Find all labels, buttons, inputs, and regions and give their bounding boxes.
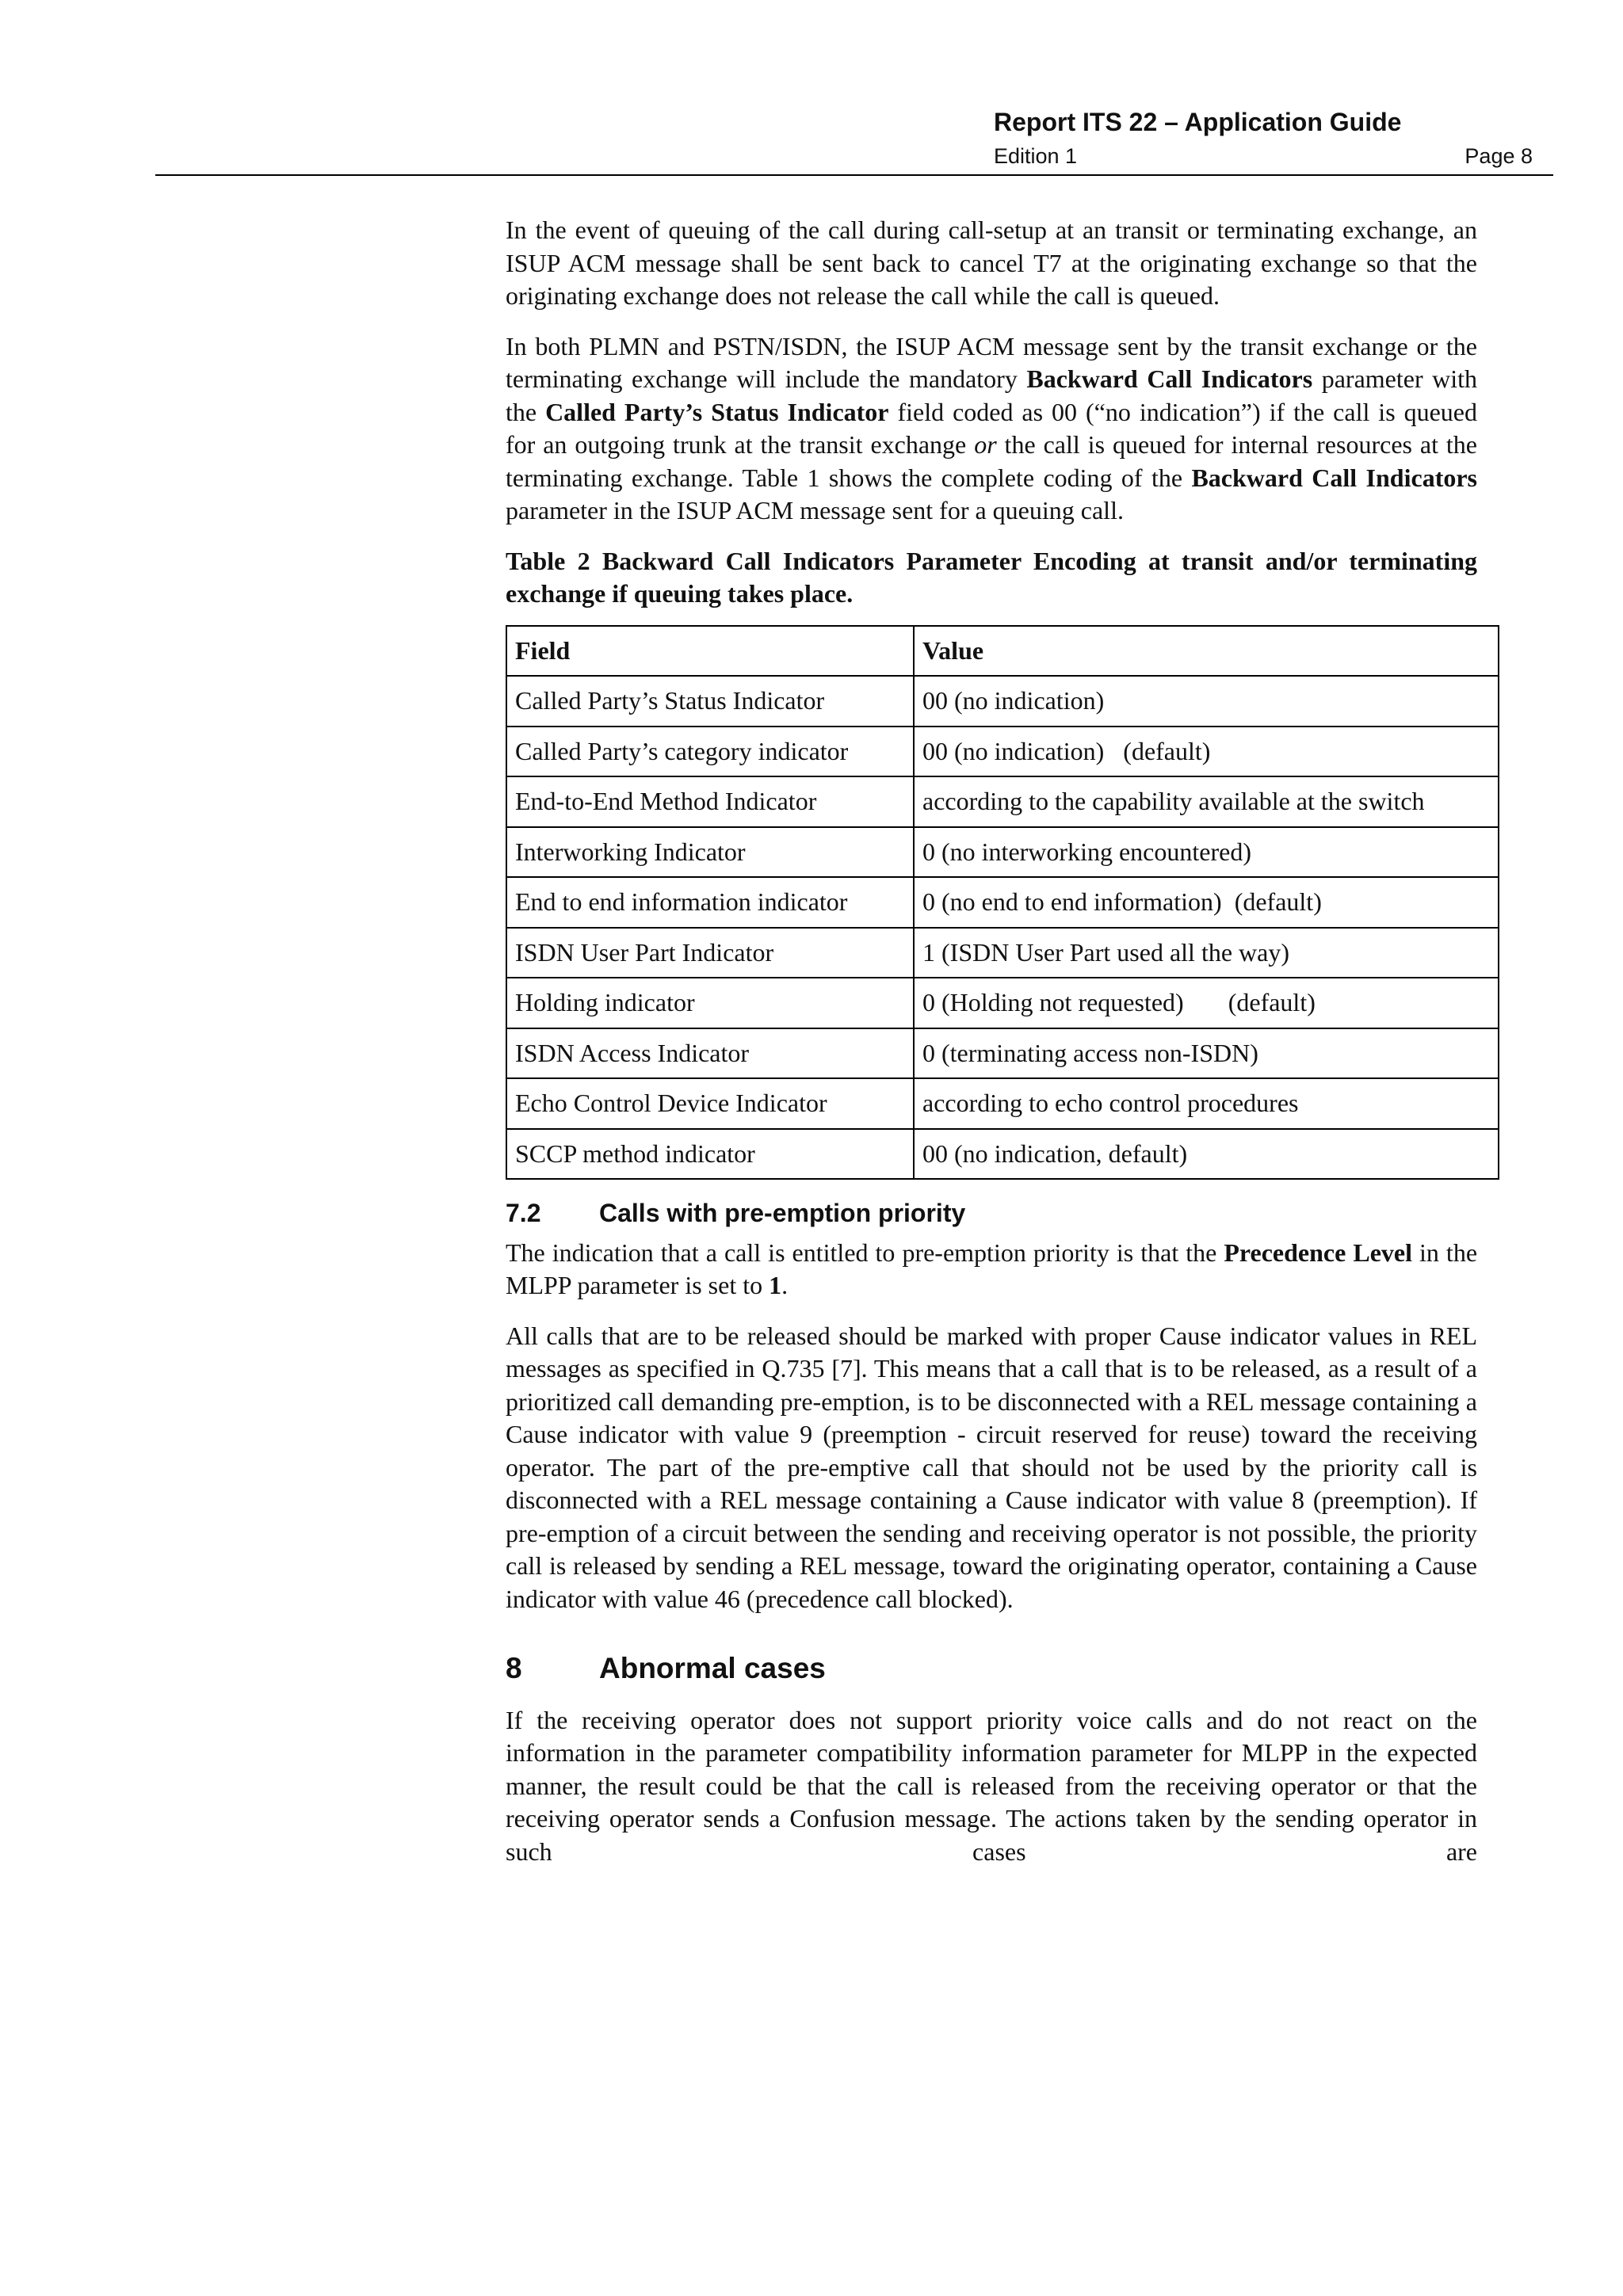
section-title: Calls with pre-emption priority (599, 1199, 966, 1227)
value-cell: 0 (no end to end information) (default) (914, 877, 1499, 928)
table-header-row (506, 626, 1499, 677)
field-cell: End to end information indicator (506, 877, 914, 928)
table-row (506, 1078, 1499, 1129)
value-cell: 0 (Holding not requested) (default) (914, 978, 1499, 1028)
text-run: parameter with the (506, 364, 1478, 426)
queuing-paragraph: In the event of queuing of the call during call-setup at an transit or terminating exchange, an ISUP ACM message shall be sent back to cancel T7 at the originating exchange so that the originating exchange does not release the call while the call is queued. (506, 215, 1477, 310)
field-cell: Called Party’s Status Indicator (506, 676, 914, 727)
field-cell: SCCP method indicator (506, 1129, 914, 1180)
table-row (506, 1028, 1499, 1079)
page-number: Page 8 (1465, 144, 1533, 168)
document-body (506, 214, 1477, 1886)
table-row (506, 1129, 1499, 1180)
table-row (506, 776, 1499, 827)
table-caption: Table 2 Backward Call Indicators Parameter Encoding at transit and/or terminating exchange if queuing takes place. (506, 546, 1477, 608)
section-7-2-heading (506, 1197, 1477, 1230)
text-run: the call is queued for internal resources at the terminating exchange. Table 1 shows the complete coding of the (506, 430, 1478, 492)
abnormal-paragraph: If the receiving operator does not support priority voice calls and do not react on the information in the parameter compatibility information parameter for MLPP in the expected manner, the result could be that the call is released from the receiving operator or that the receiving operator sends a Confusion message. The actions taken by the sending operator in such cases are (506, 1705, 1477, 1866)
section-8-heading (506, 1652, 1477, 1685)
column-header-field: Field (506, 626, 914, 677)
column-header-value: Value (914, 626, 1499, 677)
bold-term: Called Party’s Status Indicator (545, 397, 889, 426)
value-cell: 00 (no indication) (914, 676, 1499, 727)
bold-term: Precedence Level (1224, 1238, 1412, 1267)
field-cell: Holding indicator (506, 978, 914, 1028)
field-cell: Interworking Indicator (506, 827, 914, 878)
table-row (506, 928, 1499, 978)
text-run: parameter in the ISUP ACM message sent for a queuing call. (506, 496, 1124, 524)
edition-label: Edition 1 (994, 144, 1078, 168)
header-divider (155, 174, 1553, 176)
value-cell: 0 (no interworking encountered) (914, 827, 1499, 878)
release-paragraph: All calls that are to be released should be marked with proper Cause indicator values in REL messages as specified in Q.735 [7]. This means that a call that is to be released, as a result of a prioritized call demanding pre-emption, is to be disconnected with a REL message containing a Cause indicator with value 9 (preemption - circuit reserved for reuse) toward the receiving operator. The part of the pre-emptive call that should not be used by the priority call is disconnected with a REL message containing a Cause indicator with value 8 (preemption). If pre-emption of a circuit between the sending and receiving operator is not possible, the priority call is released by sending a REL message, toward the originating operator, containing a Cause indicator with value 46 (precedence call blocked). (506, 1321, 1477, 1613)
table-row (506, 676, 1499, 727)
report-title: Report ITS 22 – Application Guide (994, 108, 1402, 136)
bold-term: 1 (769, 1271, 782, 1299)
value-cell: according to echo control procedures (914, 1078, 1499, 1129)
text-run: . (781, 1271, 789, 1299)
table-row (506, 877, 1499, 928)
text-run: field coded as 00 (“no indication”) if the call is queued for an outgoing trunk at the transit exchange (506, 397, 1478, 459)
value-cell: according to the capability available at the switch (914, 776, 1499, 827)
italic-term: or (974, 430, 997, 459)
field-cell: ISDN User Part Indicator (506, 928, 914, 978)
field-cell: Echo Control Device Indicator (506, 1078, 914, 1129)
indicators-paragraph (506, 330, 1477, 528)
preemption-paragraph (506, 1237, 1477, 1302)
text-run: The indication that a call is entitled to pre-emption priority is that the (506, 1238, 1224, 1267)
field-cell: End-to-End Method Indicator (506, 776, 914, 827)
section-number: 7.2 (506, 1199, 541, 1227)
bold-term: Backward Call Indicators (1026, 364, 1313, 393)
table-row (506, 727, 1499, 777)
text-run: in the MLPP parameter is set to (506, 1238, 1478, 1299)
text-run: In both PLMN and PSTN/ISDN, the ISUP ACM message sent by the transit exchange or the terminating exchange will include the mandatory (506, 331, 1477, 393)
value-cell: 0 (terminating access non-ISDN) (914, 1028, 1499, 1079)
value-cell: 1 (ISDN User Part used all the way) (914, 928, 1499, 978)
value-cell: 00 (no indication) (default) (914, 727, 1499, 777)
section-title: Abnormal cases (599, 1652, 826, 1684)
table-row (506, 978, 1499, 1028)
field-cell: ISDN Access Indicator (506, 1028, 914, 1079)
bold-term: Backward Call Indicators (1191, 463, 1478, 492)
section-number: 8 (506, 1652, 522, 1684)
field-cell: Called Party’s category indicator (506, 727, 914, 777)
table-row (506, 827, 1499, 878)
indicators-table (506, 625, 1499, 1180)
value-cell: 00 (no indication, default) (914, 1129, 1499, 1180)
